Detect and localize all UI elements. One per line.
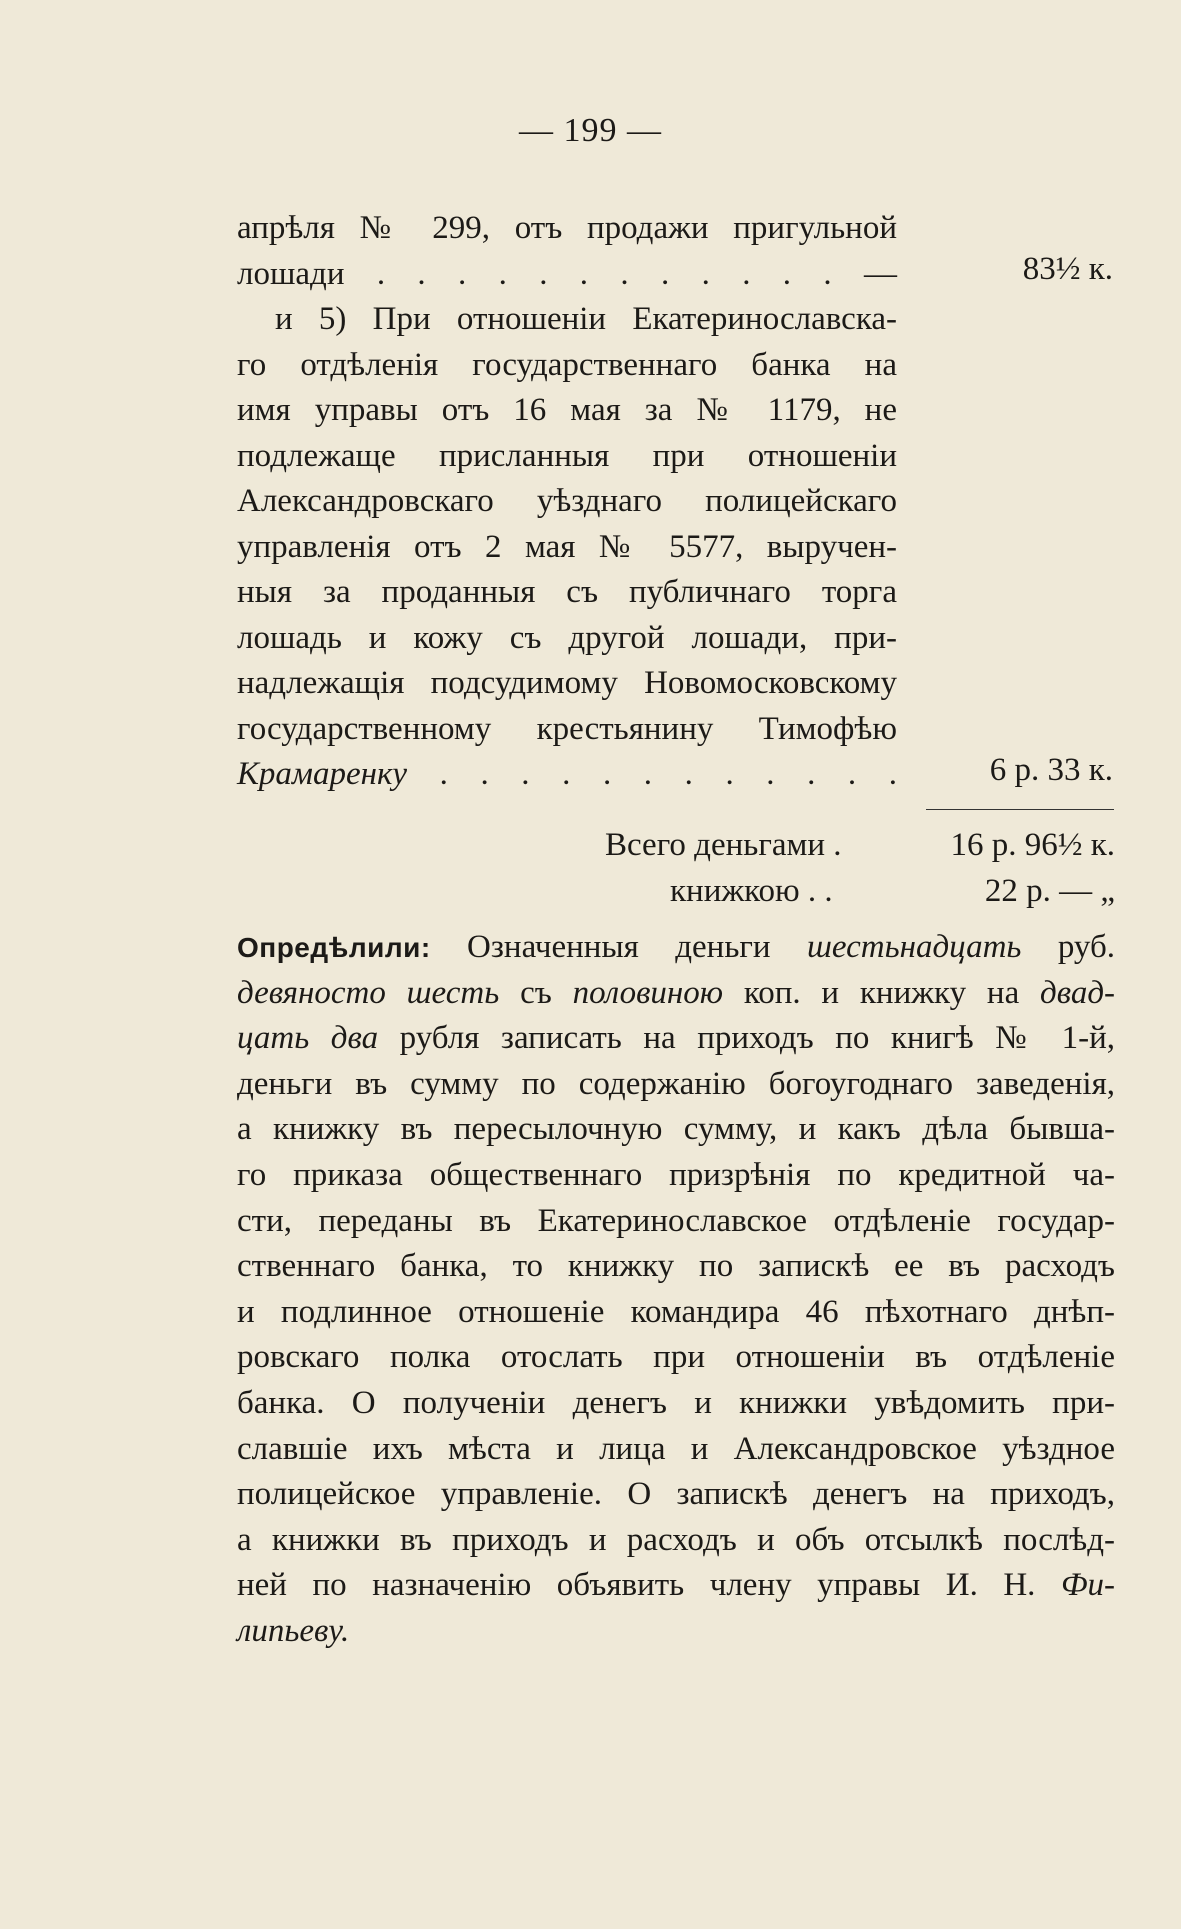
total-money-value: 16 р. 96½ к. bbox=[950, 827, 1115, 863]
text-line: го отдѣленія государственнаго банка на bbox=[237, 346, 897, 383]
narrow-column bbox=[237, 206, 897, 798]
text-line: лошадь и кожу съ другой лошади, при- bbox=[237, 619, 897, 656]
text-line: и подлинное отношеніе командира 46 пѣхотнаго днѣп- bbox=[237, 1293, 1115, 1330]
text-line bbox=[237, 1563, 1115, 1609]
text-line: надлежащія подсудимому Новомосковскому bbox=[237, 665, 897, 701]
text-span: ней по назначенію объявить члену управы И. Н. bbox=[237, 1567, 1036, 1604]
text-line: а книжки въ приходъ и расходъ и объ отсылкѣ послѣд- bbox=[237, 1521, 1115, 1558]
dot-leader: . . . . . . . . . . . . bbox=[439, 756, 898, 792]
text-line: Александровскаго уѣзднаго полицейскаго bbox=[237, 483, 897, 519]
text-span: Означенныя деньги bbox=[467, 929, 771, 965]
italic-span: двад- bbox=[1040, 974, 1116, 1011]
text-line: ственнаго банка, то книжку по запискѣ ее въ расходъ bbox=[237, 1248, 1115, 1285]
text-line: ровскаго полка отослать при отношеніи въ отдѣленіе bbox=[237, 1339, 1115, 1376]
text-line: полицейское управленіе. О запискѣ денегъ на приходъ, bbox=[237, 1476, 1115, 1513]
text-line-last bbox=[237, 752, 897, 798]
text-line: славшіе ихъ мѣста и лица и Александровское уѣздное bbox=[237, 1430, 1115, 1467]
text-line: а книжку въ пересылочную сумму, и какъ дѣла бывша- bbox=[237, 1111, 1115, 1148]
text-line: подлежаще присланныя при отношеніи bbox=[237, 437, 897, 474]
italic-span: половиною bbox=[572, 974, 724, 1011]
text-line: управленія отъ 2 мая № 5577, выручен- bbox=[237, 528, 897, 565]
text-span: руб. bbox=[1057, 929, 1115, 965]
total-book-value: 22 р. — „ bbox=[984, 873, 1115, 909]
text-line: сти, переданы въ Екатеринославское отдѣленіе государ- bbox=[237, 1202, 1115, 1239]
text-span: рубля записать на приходъ по книгѣ № 1-й, bbox=[399, 1020, 1115, 1057]
sum-rule bbox=[926, 809, 1114, 810]
text-line bbox=[237, 1016, 1115, 1062]
text-line: го приказа общественнаго призрѣнія по кредитной ча- bbox=[237, 1156, 1115, 1193]
resolution-lead: Опредѣлили: bbox=[237, 932, 431, 963]
text-line bbox=[237, 971, 1115, 1017]
surname: Крамаренку bbox=[237, 756, 408, 792]
italic-span: шестьнадцать bbox=[806, 929, 1022, 965]
text-line: и 5) При отношеніи Екатеринославска- bbox=[275, 301, 897, 337]
total-book-label: книжкою . . bbox=[670, 873, 833, 909]
amount-2: 6 р. 33 к. bbox=[989, 752, 1113, 788]
text-line bbox=[237, 1609, 1115, 1655]
text-line: лошади . . . . . . . . . . . . — bbox=[237, 255, 897, 292]
text-span: съ bbox=[520, 974, 552, 1011]
resolution-paragraph bbox=[237, 925, 1115, 1655]
text-line: деньги въ сумму по содержанію богоугоднаго заведенія, bbox=[237, 1065, 1115, 1102]
italic-span: цать два bbox=[237, 1020, 379, 1057]
text-line: имя управы отъ 16 мая за № 1179, не bbox=[237, 392, 897, 428]
text-line: банка. О полученіи денегъ и книжки увѣдомить при- bbox=[237, 1384, 1115, 1421]
italic-span: липьеву. bbox=[237, 1612, 350, 1649]
text-line: ныя за проданныя съ публичнаго торга bbox=[237, 574, 897, 610]
text-line bbox=[237, 925, 1115, 971]
text-line: государственному крестьянину Тимофѣю bbox=[237, 710, 897, 747]
italic-span: девяносто шесть bbox=[237, 974, 500, 1011]
italic-span: Фи- bbox=[1060, 1567, 1116, 1604]
total-money-label: Всего деньгами . bbox=[605, 827, 842, 863]
page-number: — 199 — bbox=[519, 112, 662, 149]
amount-1: 83½ к. bbox=[1022, 251, 1113, 287]
text-line: апрѣля № 299, отъ продажи пригульной bbox=[237, 210, 897, 246]
text-span: коп. и книжку на bbox=[743, 974, 1020, 1011]
